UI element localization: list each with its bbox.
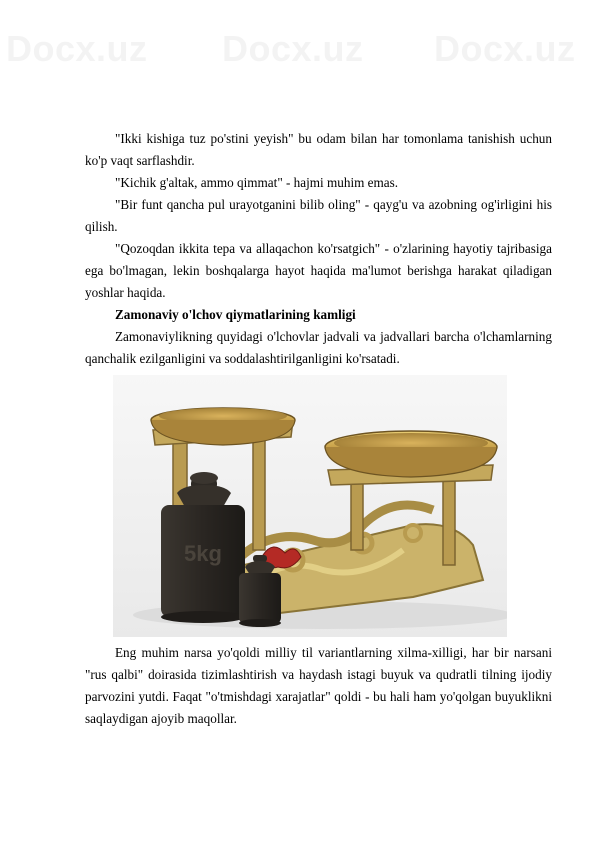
weight-label: 5kg	[184, 541, 222, 566]
paragraph: "Kichik g'altak, ammo qimmat" - hajmi muhim emas.	[115, 175, 399, 190]
paragraph: Zamonaviylikning quyidagi o'lchovlar jadvali va jadvallari barcha o'lchamlarning qanchalik ezilganligini va soddalashtirilganligini ko'rsatadi.	[85, 329, 552, 366]
watermark: Docx.uz	[6, 28, 148, 69]
section-heading: Zamonaviy o'lchov qiymatlarining kamligi	[115, 307, 356, 322]
paragraph: "Ikki kishiga tuz po'stini yeyish" bu odam bilan har tomonlama tanishish uchun ko'p vaqt sarflashdir.	[85, 131, 552, 168]
paragraph: Eng muhim narsa yo'qoldi milliy til variantlarning xilma-xilligi, har bir narsani "rus qalbi" doirasida tizimlashtirish va haydash istagi buyuk va qudratli tilning ijodiy parvozini yutdi. Faqat "o'tmishdagi xarajatlar" qoldi - bu hali ham yo'qolgan buyuklikni saqlaydigan ajoyib maqollar.	[85, 645, 552, 726]
antique-scale-photo	[113, 375, 507, 637]
paragraph: "Bir funt qancha pul urayotganini bilib oling" - qayg'u va azobning og'irligini his qilish.	[85, 197, 552, 234]
paragraph: "Qozoqdan ikkita tepa va allaqachon ko'rsatgich" - o'zlarining hayotiy tajribasiga ega bo'lmagan, lekin boshqalarga hayot haqida ma'lumot berishga harakat qiladigan yoshlar haqida.	[85, 241, 552, 300]
watermark: Docx.uz	[434, 28, 576, 69]
document-body	[85, 128, 552, 730]
watermark: Docx.uz	[222, 28, 364, 69]
